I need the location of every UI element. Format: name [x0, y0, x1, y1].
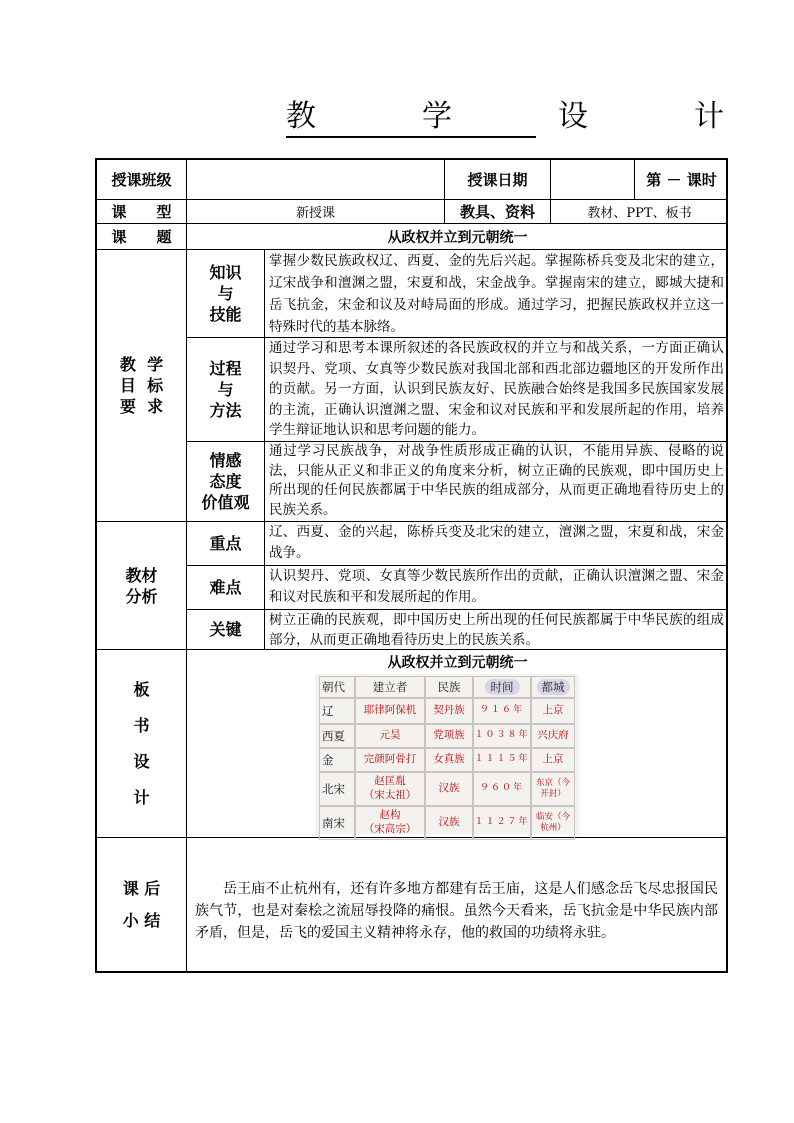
- board-cell-text: 北宋: [322, 782, 345, 796]
- board-cell-text: （宋太祖）: [363, 789, 417, 801]
- goals-label-line: 要 求: [119, 397, 164, 416]
- tools-value: 教材、PPT、板书: [551, 200, 728, 224]
- goal-name-knowledge: [187, 250, 265, 338]
- type-value: 新授课: [187, 200, 445, 224]
- board-header-text: 民族: [437, 680, 461, 694]
- board-cell-ethnic: [425, 724, 473, 748]
- goal-name-line: 态度: [209, 472, 242, 491]
- board-cell-year: [473, 724, 531, 748]
- analysis-label: [97, 522, 187, 650]
- board-cell-founder: [355, 748, 425, 772]
- board-cell-text: 契丹族: [433, 704, 465, 717]
- board-header-cell: [355, 676, 425, 698]
- analysis-label-line: 分析: [125, 586, 158, 606]
- board-cell-dynasty: [319, 698, 355, 724]
- board-cell-year: [473, 748, 531, 772]
- board-cell-founder: [355, 698, 425, 724]
- board-table-wrap: [315, 674, 579, 834]
- summary-label: [97, 838, 187, 971]
- date-label: 授课日期: [445, 160, 551, 200]
- goal-text-knowledge: 掌握少数民族政权辽、西夏、金的先后兴起。掌握陈桥兵变及北宋的建立，辽宋战争和澶渊之盟，宋夏和战，宋金战争。掌握南宋的建立，郾城大捷和岳飞抗金，宋金和议及对峙局面的形成。通过学习，把握民族政权并立这一特殊时代的基本脉络。: [265, 250, 728, 338]
- period-label: 第 － 课时: [635, 160, 728, 200]
- board-cell-year: [473, 772, 531, 806]
- board-cell-text: 耶律阿保机: [363, 704, 417, 717]
- goals-label-line: 教 学: [119, 355, 164, 374]
- board-cell-text: 汉族: [438, 782, 460, 795]
- board-cell-text: 开封）: [540, 789, 566, 799]
- board-header-cell: [531, 676, 575, 698]
- topic-value: 从政权并立到元朝统一: [187, 224, 728, 250]
- board-cell-text: 兴庆府: [537, 729, 569, 742]
- board-cell-text: ９１６年: [479, 705, 524, 716]
- goal-name-line: 方法: [209, 401, 242, 420]
- board-cell-text: 东京（今: [535, 777, 570, 788]
- board-cell-text: 临安（今: [535, 811, 570, 822]
- board-cell-text: 上京: [542, 753, 564, 766]
- board-header-text: 朝代: [322, 680, 345, 694]
- goals-label-line: 目 标: [119, 376, 164, 395]
- board-cell-ethnic: [425, 806, 473, 840]
- board-label-char: 板: [133, 680, 150, 699]
- goal-name-process: [187, 338, 265, 442]
- board-cell-text: （宋高宗）: [363, 823, 417, 835]
- board-header-cell: [425, 676, 473, 698]
- goal-name-line: 与: [217, 380, 234, 399]
- board-cell-text: 南宋: [322, 816, 345, 830]
- board-header-cell: [473, 676, 531, 698]
- board-cell-text: 辽: [322, 704, 334, 718]
- board-header-text: 时间: [485, 679, 520, 695]
- goal-text-emotion: 通过学习民族战争，对战争性质形成正确的认识，不能用异族、侵略的说法，只能从正义和非正义的角度来分析，树立正确的民族观，即中国历史上所出现的任何民族都属于中华民族的组成部分，从而更正确地看待历史上的民族关系。: [265, 442, 728, 522]
- board-cell-text: ９６０年: [479, 783, 524, 794]
- board-cell-capital: [531, 806, 575, 840]
- board-cell-text: 女真族: [433, 753, 465, 766]
- board-cell-text: 完颜阿骨打: [363, 753, 417, 766]
- tools-label: 教具、资料: [445, 200, 551, 224]
- board-content: [187, 650, 728, 838]
- board-header-text: 建立者: [372, 680, 408, 694]
- goal-name-line: 技能: [209, 305, 242, 324]
- board-cell-founder: [355, 772, 425, 806]
- analysis-label-line: 教材: [125, 565, 158, 585]
- board-header-text: 都城: [537, 679, 570, 695]
- board-cell-founder: [355, 724, 425, 748]
- goal-name-emotion: [187, 442, 265, 522]
- board-cell-text: 汉族: [438, 816, 460, 829]
- board-cell-capital: [531, 724, 575, 748]
- goal-name-line: 情感: [209, 451, 242, 470]
- analysis-name-difficulty: 难点: [187, 566, 265, 610]
- board-cell-text: 赵构: [379, 809, 401, 822]
- board-header-cell: [319, 676, 355, 698]
- board-cell-text: 上京: [542, 704, 564, 717]
- board-cell-year: [473, 698, 531, 724]
- analysis-text-key-point: 辽、西夏、金的兴起，陈桥兵变及北宋的建立，澶渊之盟，宋夏和战，宋金战争。: [265, 522, 728, 566]
- analysis-name-crux: 关键: [187, 610, 265, 650]
- board-cell-ethnic: [425, 748, 473, 772]
- board-cell-text: 金: [322, 753, 334, 767]
- board-cell-dynasty: [319, 772, 355, 806]
- board-cell-text: 西夏: [322, 729, 345, 743]
- summary-label-line: 课 后: [122, 878, 161, 898]
- type-label: 课 型: [97, 200, 187, 224]
- board-cell-text: 杭州）: [540, 823, 566, 833]
- board-cell-dynasty: [319, 806, 355, 840]
- board-cell-capital: [531, 698, 575, 724]
- summary-text: 岳王庙不止杭州有，还有许多地方都建有岳王庙，这是人们感念岳飞尽忠报国民族气节，也是对秦桧之流屈辱投降的痛恨。虽然今天看来，岳飞抗金是中华民族内部矛盾，但是，岳飞的爱国主义精神将永存，他的救国的功绩将永驻。: [195, 881, 718, 941]
- board-cell-text: 党项族: [433, 729, 465, 742]
- goal-name-line: 过程: [209, 359, 242, 378]
- board-label-char: 设: [133, 752, 150, 771]
- board-cell-dynasty: [319, 748, 355, 772]
- board-table: [319, 676, 575, 835]
- board-cell-capital: [531, 748, 575, 772]
- board-cell-year: [473, 806, 531, 840]
- board-cell-ethnic: [425, 772, 473, 806]
- lesson-plan: [95, 158, 728, 973]
- date-value: [551, 160, 635, 200]
- class-label: 授课班级: [97, 160, 187, 200]
- board-cell-capital: [531, 772, 575, 806]
- board-label-char: 书: [133, 716, 150, 735]
- analysis-name-key-point: 重点: [187, 522, 265, 566]
- board-cell-founder: [355, 806, 425, 840]
- goal-name-line: 知识: [209, 263, 242, 282]
- board-cell-text: １０３８年: [474, 730, 530, 741]
- board-cell-text: １１２７年: [474, 817, 530, 828]
- board-cell-text: １１１５年: [474, 754, 530, 765]
- board-title: 从政权并立到元朝统一: [387, 655, 528, 671]
- class-value: [187, 160, 445, 200]
- board-label-char: 计: [133, 788, 150, 807]
- board-cell-ethnic: [425, 698, 473, 724]
- board-cell-text: 元昊: [379, 729, 401, 742]
- summary-label-line: 小 结: [122, 910, 161, 930]
- goal-name-line: 价值观: [201, 493, 250, 512]
- analysis-text-crux: 树立正确的民族观，即中国历史上所出现的任何民族都属于中华民族的组成部分，从而更正确地看待历史上的民族关系。: [265, 610, 728, 650]
- board-cell-dynasty: [319, 724, 355, 748]
- board-label: [97, 650, 187, 838]
- board-cell-text: 赵匡胤: [374, 775, 406, 788]
- goal-text-process: 通过学习和思考本课所叙述的各民族政权的并立与和战关系，一方面正确认识契丹、党项、女真等少数民族对我国北部和西北部边疆地区的开发所作出的贡献。另一方面，认识到民族友好、民族融合始终是我国多民族国家发展的主流，正确认识澶渊之盟、宋金和议对民族和平和发展所起的作用，培养学生辩证地认识和思考问题的能力。: [265, 338, 728, 442]
- goals-label: [97, 250, 187, 522]
- page-title: 教 学 设 计: [286, 98, 536, 138]
- goal-name-line: 与: [217, 284, 234, 303]
- topic-label: 课 题: [97, 224, 187, 250]
- analysis-text-difficulty: 认识契丹、党项、女真等少数民族所作出的贡献，正确认识澶渊之盟、宋金和议对民族和平和发展所起的作用。: [265, 566, 728, 610]
